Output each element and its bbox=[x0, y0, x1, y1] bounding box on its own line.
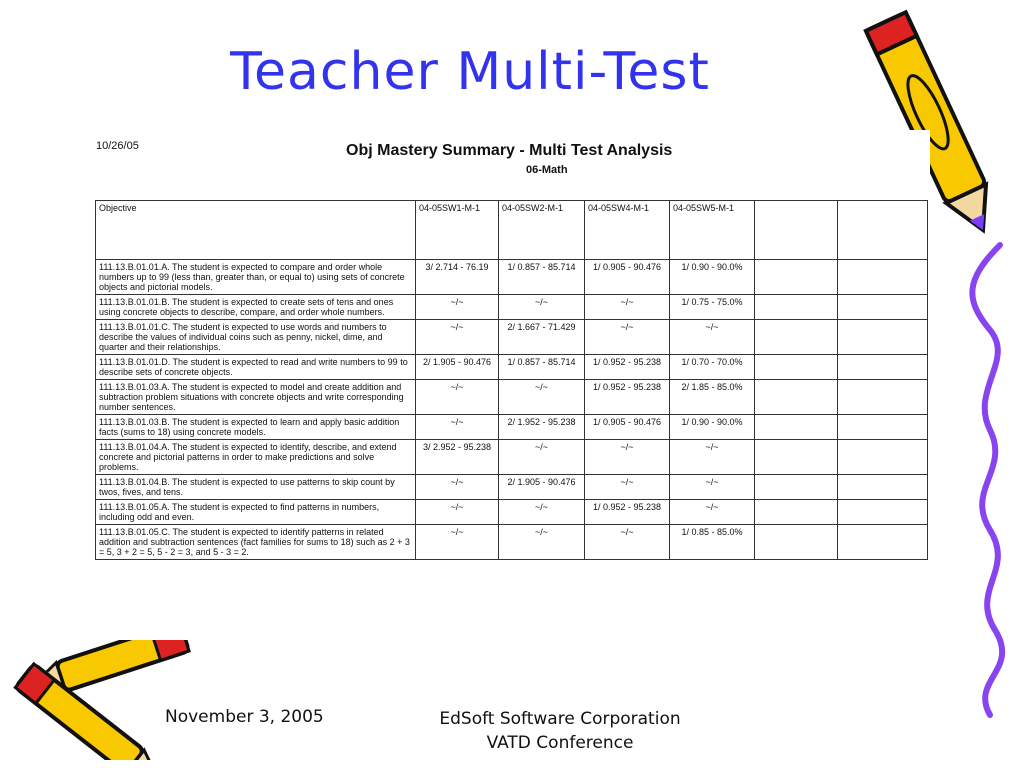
report-date: 10/26/05 bbox=[96, 140, 139, 152]
score-cell: 2/ 1.952 - 95.238 bbox=[499, 415, 585, 440]
score-cell: ~/~ bbox=[585, 525, 670, 560]
score-cell: 1/ 0.952 - 95.238 bbox=[585, 500, 670, 525]
score-cell: 2/ 1.905 - 90.476 bbox=[499, 475, 585, 500]
score-cell: ~/~ bbox=[416, 320, 499, 355]
score-cell: 1/ 0.905 - 90.476 bbox=[585, 260, 670, 295]
column-header-empty bbox=[838, 201, 928, 260]
score-cell: 3/ 2.952 - 95.238 bbox=[416, 440, 499, 475]
mastery-table bbox=[95, 200, 928, 560]
score-cell: ~/~ bbox=[499, 525, 585, 560]
score-cell: ~/~ bbox=[670, 440, 755, 475]
score-cell: 3/ 2.714 - 76.19 bbox=[416, 260, 499, 295]
objective-cell: 111.13.B.01.04.A. The student is expected to identify, describe, and extend concrete and pictorial patterns in order to make predictions and solve problems. bbox=[96, 440, 416, 475]
empty-cell bbox=[755, 355, 838, 380]
score-cell: ~/~ bbox=[670, 500, 755, 525]
score-cell: 1/ 0.90 - 90.0% bbox=[670, 415, 755, 440]
score-cell: ~/~ bbox=[416, 500, 499, 525]
score-cell: 1/ 0.90 - 90.0% bbox=[670, 260, 755, 295]
score-cell: 1/ 0.75 - 75.0% bbox=[670, 295, 755, 320]
table-row bbox=[96, 380, 928, 415]
empty-cell bbox=[755, 475, 838, 500]
score-cell: ~/~ bbox=[499, 295, 585, 320]
empty-cell bbox=[755, 415, 838, 440]
empty-cell bbox=[755, 260, 838, 295]
score-cell: ~/~ bbox=[416, 295, 499, 320]
table-row bbox=[96, 320, 928, 355]
score-cell: 2/ 1.85 - 85.0% bbox=[670, 380, 755, 415]
score-cell: ~/~ bbox=[670, 475, 755, 500]
empty-cell bbox=[755, 440, 838, 475]
footer-company: EdSoft Software Corporation bbox=[439, 709, 681, 729]
score-cell: 1/ 0.857 - 85.714 bbox=[499, 260, 585, 295]
table-row bbox=[96, 295, 928, 320]
objective-header: Objective bbox=[96, 201, 416, 260]
objective-cell: 111.13.B.01.01.B. The student is expected to create sets of tens and ones using concrete objects to describe, compare, and order whole numbers. bbox=[96, 295, 416, 320]
score-cell: ~/~ bbox=[670, 320, 755, 355]
column-header: 04-05SW5-M-1 bbox=[670, 201, 755, 260]
score-cell: ~/~ bbox=[499, 380, 585, 415]
table-row bbox=[96, 440, 928, 475]
report-sheet bbox=[88, 130, 930, 640]
score-cell: ~/~ bbox=[416, 415, 499, 440]
empty-cell bbox=[838, 500, 928, 525]
objective-cell: 111.13.B.01.01.C. The student is expected to use words and numbers to describe the values of individual coins such as penny, nickel, dime, and quarter and their relationships. bbox=[96, 320, 416, 355]
footer-company-block bbox=[400, 707, 720, 755]
score-cell: 1/ 0.952 - 95.238 bbox=[585, 380, 670, 415]
table-row bbox=[96, 500, 928, 525]
empty-cell bbox=[838, 295, 928, 320]
slide-title: Teacher Multi-Test bbox=[230, 42, 710, 102]
table-row bbox=[96, 260, 928, 295]
empty-cell bbox=[838, 320, 928, 355]
score-cell: ~/~ bbox=[416, 525, 499, 560]
score-cell: 2/ 1.667 - 71.429 bbox=[499, 320, 585, 355]
objective-cell: 111.13.B.01.01.D. The student is expected to read and write numbers to 99 to describe sets of concrete objects. bbox=[96, 355, 416, 380]
crayons-bottom-left-icon bbox=[0, 625, 210, 760]
footer-date: November 3, 2005 bbox=[165, 707, 324, 727]
column-header: 04-05SW2-M-1 bbox=[499, 201, 585, 260]
empty-cell bbox=[755, 320, 838, 355]
score-cell: ~/~ bbox=[585, 440, 670, 475]
score-cell: ~/~ bbox=[499, 440, 585, 475]
empty-cell bbox=[838, 355, 928, 380]
empty-cell bbox=[755, 295, 838, 320]
empty-cell bbox=[755, 500, 838, 525]
score-cell: ~/~ bbox=[416, 380, 499, 415]
table-row bbox=[96, 525, 928, 560]
objective-cell: 111.13.B.01.05.A. The student is expected to find patterns in numbers, including odd and even. bbox=[96, 500, 416, 525]
squiggle-line-icon bbox=[960, 240, 1020, 720]
table-row bbox=[96, 475, 928, 500]
table-row bbox=[96, 415, 928, 440]
score-cell: ~/~ bbox=[416, 475, 499, 500]
score-cell: 2/ 1.905 - 90.476 bbox=[416, 355, 499, 380]
score-cell: 1/ 0.857 - 85.714 bbox=[499, 355, 585, 380]
empty-cell bbox=[838, 525, 928, 560]
empty-cell bbox=[838, 475, 928, 500]
score-cell: 1/ 0.85 - 85.0% bbox=[670, 525, 755, 560]
empty-cell bbox=[838, 260, 928, 295]
column-header-empty bbox=[755, 201, 838, 260]
table-row bbox=[96, 355, 928, 380]
column-header: 04-05SW1-M-1 bbox=[416, 201, 499, 260]
empty-cell bbox=[838, 440, 928, 475]
report-subtitle: 06-Math bbox=[526, 164, 568, 176]
score-cell: 1/ 0.905 - 90.476 bbox=[585, 415, 670, 440]
empty-cell bbox=[838, 380, 928, 415]
report-title: Obj Mastery Summary - Multi Test Analysis bbox=[346, 142, 673, 159]
score-cell: ~/~ bbox=[585, 295, 670, 320]
footer-event: VATD Conference bbox=[486, 733, 634, 753]
score-cell: 1/ 0.70 - 70.0% bbox=[670, 355, 755, 380]
table-header-row bbox=[96, 201, 928, 260]
empty-cell bbox=[755, 380, 838, 415]
objective-cell: 111.13.B.01.04.B. The student is expected to use patterns to skip count by twos, fives, and tens. bbox=[96, 475, 416, 500]
column-header: 04-05SW4-M-1 bbox=[585, 201, 670, 260]
score-cell: ~/~ bbox=[585, 475, 670, 500]
objective-cell: 111.13.B.01.05.C. The student is expected to identify patterns in related addition and subtraction sentences (fact families for sums to 18) such as 2 + 3 = 5, 3 + 2 = 5, 5 - 2 = 3, and 5 - 3 = 2. bbox=[96, 525, 416, 560]
score-cell: 1/ 0.952 - 95.238 bbox=[585, 355, 670, 380]
empty-cell bbox=[755, 525, 838, 560]
score-cell: ~/~ bbox=[585, 320, 670, 355]
score-cell: ~/~ bbox=[499, 500, 585, 525]
objective-cell: 111.13.B.01.01.A. The student is expected to compare and order whole numbers up to 99 (less than, greater than, or equal to) using sets of concrete objects and pictorial models. bbox=[96, 260, 416, 295]
objective-cell: 111.13.B.01.03.A. The student is expected to model and create addition and subtraction problem situations with concrete objects and write corresponding number sentences. bbox=[96, 380, 416, 415]
empty-cell bbox=[838, 415, 928, 440]
objective-cell: 111.13.B.01.03.B. The student is expected to learn and apply basic addition facts (sums to 18) using concrete models. bbox=[96, 415, 416, 440]
